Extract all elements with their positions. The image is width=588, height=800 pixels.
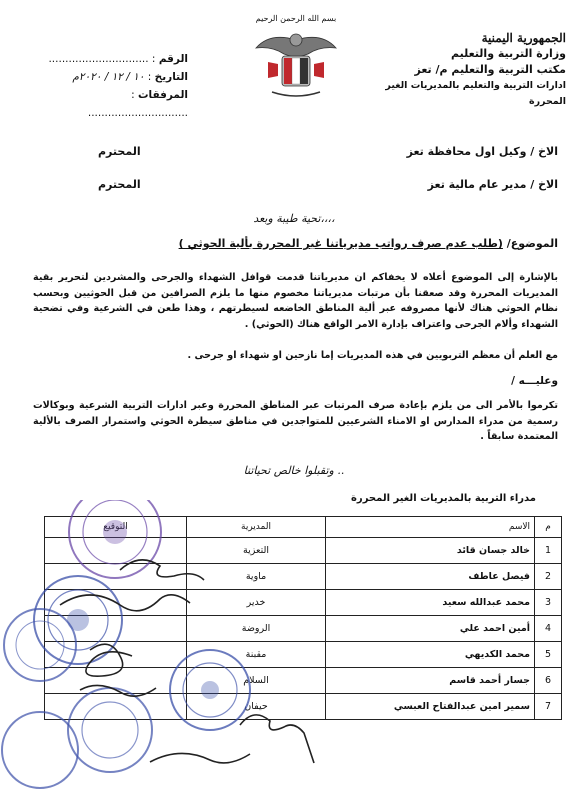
row-name: محمد عبدالله سعيد xyxy=(326,590,535,616)
row-signature xyxy=(45,538,187,564)
row-directorate: ماوية xyxy=(187,564,326,590)
row-name: سمير امين عبدالفتاح العبسي xyxy=(326,694,535,720)
addressee-2 xyxy=(38,178,558,196)
table-row xyxy=(45,616,562,642)
row-signature xyxy=(45,668,187,694)
row-directorate: مقبنة xyxy=(187,642,326,668)
row-num: 5 xyxy=(535,642,562,668)
body-paragraph-3: تكرموا بالأمر الى من يلزم بإعادة صرف المرتبات عبر المناطق المحررة وعبر ادارات التربية الشرعية وبوكالات رسمية من مدراء المدارس او الامناء الشرعيين للمتواجدين في مناطق سيطرة الحوثي واستمرار الصرف بالألية المعتمدة سابقاً . xyxy=(33,400,558,442)
table-row xyxy=(45,590,562,616)
table-row xyxy=(45,538,562,564)
table-row xyxy=(45,642,562,668)
row-name: أمين احمد علي xyxy=(326,616,535,642)
row-num: 6 xyxy=(535,668,562,694)
official-stamp-icon xyxy=(2,712,78,788)
letterhead-line: ادارات التربية والتعليم بالمديريات الغير المحررة xyxy=(385,80,566,107)
row-directorate: خدير xyxy=(187,590,326,616)
basmala: بسم الله الرحمن الرحيم xyxy=(255,14,337,23)
row-num: 2 xyxy=(535,564,562,590)
body-paragraph-3-label: وعليـــه / xyxy=(511,375,558,387)
letterhead-line: مكتب التربية والتعليم م/ تعز xyxy=(414,63,566,76)
row-signature xyxy=(45,616,187,642)
attachments-label: المرفقات xyxy=(137,89,188,101)
header-directorate: المديرية xyxy=(187,517,326,538)
header-num: م xyxy=(535,517,562,538)
ref-label: الرقم xyxy=(158,53,188,65)
table-row xyxy=(45,668,562,694)
header-name: الاسم xyxy=(326,517,535,538)
reference-block: الرقم : .............................. التاريخ : ١٠ / ١٢ / ٢٠٢٠م المرفقات : .............................. xyxy=(48,53,188,119)
row-signature xyxy=(45,590,187,616)
row-num: 7 xyxy=(535,694,562,720)
row-num: 4 xyxy=(535,616,562,642)
row-name: خالد جسان قائد xyxy=(326,538,535,564)
row-directorate: السلام xyxy=(187,668,326,694)
letterhead-line: وزارة التربية والتعليم xyxy=(451,47,566,60)
subject-line xyxy=(38,237,558,250)
addressee-1 xyxy=(38,145,558,163)
row-num: 1 xyxy=(535,538,562,564)
body-paragraph-2: مع العلم أن معظم التربويين في هذه المديريات إما نازحين او شهداء او جرحى . xyxy=(187,350,558,361)
body-paragraph-1: بالإشارة إلى الموضوع أعلاه لا يخفاكم ان مديرياتنا قدمت قوافل الشهداء والجرحى والمشردين لتحرير بقية المديريات المحررة وقد صعقنا بأن مرتبات مديرياتنا مخصوم منها ما يلزم الصرافين من قبل الحوثيين وبحسب نظام الحوثي هناك لأنها مصروفه عبر ألية المناطق الخاضعه لسيطرتهم ، وهذا طعن في الشرعية وفي تضحية الشهداء وألام الجرحى واعتراف بإدارة الامر الواقع هناك (الحوثي) . xyxy=(33,272,558,330)
row-name: جسار أحمد قاسم xyxy=(326,668,535,694)
subject-label: الموضوع/ xyxy=(506,237,558,250)
row-directorate: حيفان xyxy=(187,694,326,720)
letterhead-line: الجمهورية اليمنية xyxy=(481,31,566,45)
table-title: مدراء التربية بالمديريات الغير المحررة xyxy=(351,493,536,504)
row-num: 3 xyxy=(535,590,562,616)
row-signature xyxy=(45,694,187,720)
date-label: التاريخ xyxy=(154,71,188,83)
addressee-honorific: المحترم xyxy=(98,145,141,158)
yemen-emblem-icon xyxy=(250,18,342,106)
table-row xyxy=(45,694,562,720)
row-directorate: التعزية xyxy=(187,538,326,564)
date-value: ١٠ / ١٢ / ٢٠٢٠م xyxy=(72,71,145,83)
row-directorate: الروضة xyxy=(187,616,326,642)
subject-text: (طلب عدم صرف رواتب مديرياتنا غير المحررة بألية الحوثي ) xyxy=(178,237,503,250)
letterhead-ministry xyxy=(346,30,566,110)
addressee-text: الاخ / وكيل اول محافظة تعز xyxy=(406,145,558,158)
addressee-text: الاخ / مدير عام مالية تعز xyxy=(427,178,558,191)
signatures-table xyxy=(44,516,562,720)
closing: وتقبلوا خالص تحياتنا .. xyxy=(243,464,345,477)
addressee-honorific: المحترم xyxy=(98,178,141,191)
table-row xyxy=(45,564,562,590)
row-name: فيصل عاطف xyxy=(326,564,535,590)
greeting: تحية طيبة وبعد،،،، xyxy=(253,212,335,225)
row-name: محمد الكديهي xyxy=(326,642,535,668)
table-header-row xyxy=(45,517,562,538)
row-signature xyxy=(45,564,187,590)
header-signature: التوقيع xyxy=(45,517,187,538)
row-signature xyxy=(45,642,187,668)
